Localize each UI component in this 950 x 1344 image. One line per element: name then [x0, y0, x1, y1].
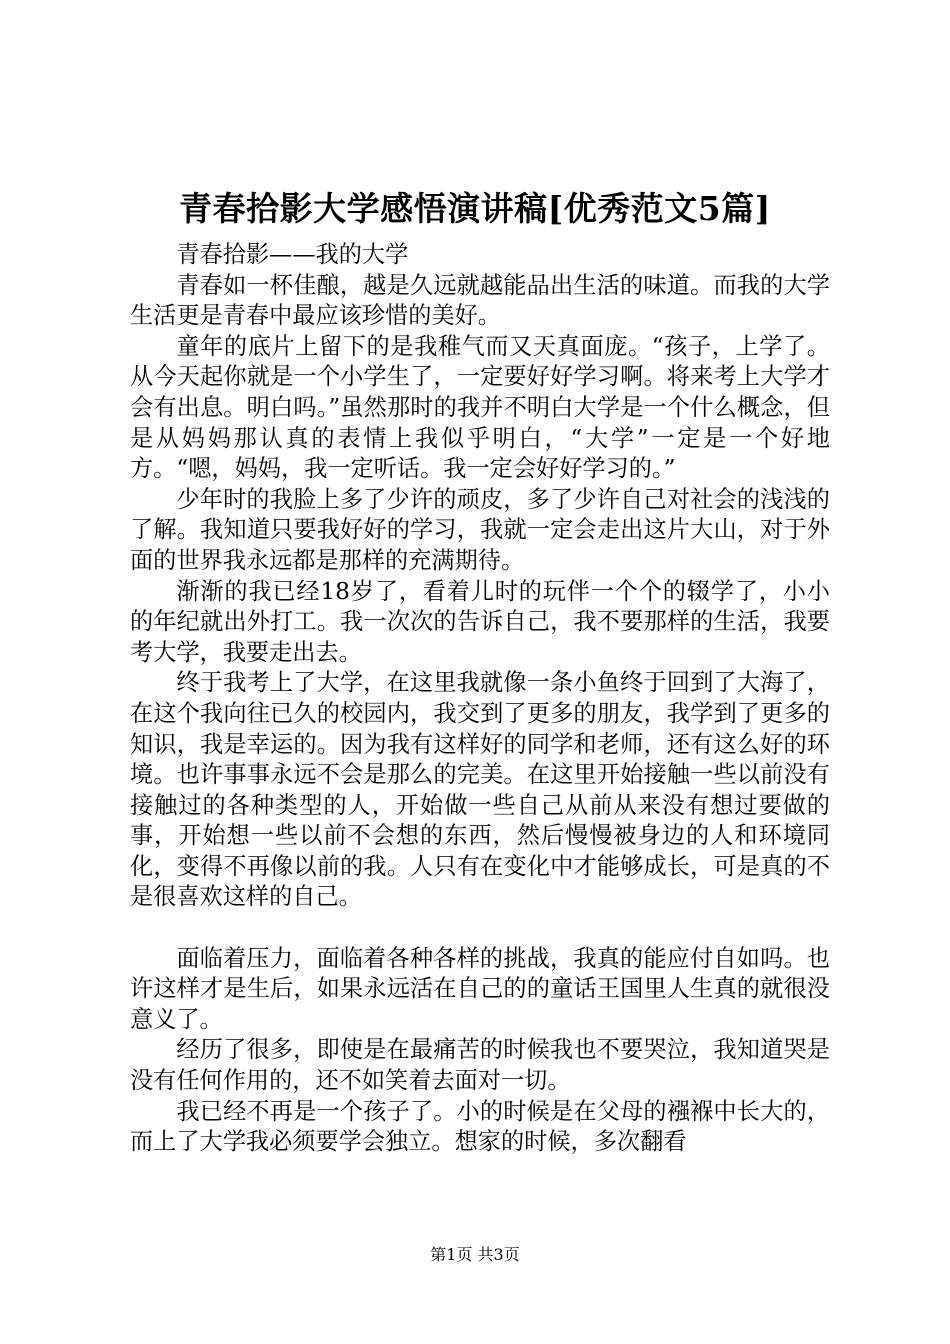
- document-title: 青春拾影大学感悟演讲稿[优秀范文5篇]: [179, 189, 771, 228]
- paragraph: 经历了很多，即使是在最痛苦的时候我也不要哭泣，我知道哭是没有任何作用的，还不如笑着去面对一切。: [130, 1036, 830, 1095]
- page-footer: 第1页 共3页: [430, 1245, 520, 1264]
- paragraph: 少年时的我脸上多了少许的顽皮，多了少许自己对社会的浅浅的了解。我知道只要我好好的学习，我就一定会走出这片大山，对于外面的世界我永远都是那样的充满期待。: [130, 485, 830, 574]
- paragraph-subtitle: 青春拾影——我的大学: [176, 241, 409, 268]
- paragraph: 童年的底片上留下的是我稚气而又天真面庞。“孩子，上学了。从今天起你就是一个小学生了，一定要好好学习啊。将来考上大学才会有出息。明白吗。”虽然那时的我并不明白大学是一个什么概念，但是从妈妈那认真的表情上我似乎明白，“大学”一定是一个好地方。“嗯，妈妈，我一定听话。我一定会好好学习的。”: [130, 332, 830, 483]
- paragraph: 终于我考上了大学，在这里我就像一条小鱼终于回到了大海了，在这个我向往已久的校园内，我交到了更多的朋友，我学到了更多的知识，我是幸运的。因为我有这样好的同学和老师，还有这么好的环境。也许事事永远不会是那么的完美。在这里开始接触一些以前没有接触过的各种类型的人，开始做一些自己从前从来没有想过要做的事，开始想一些以前不会想的东西，然后慢慢被身边的人和环境同化，变得不再像以前的我。人只有在变化中才能够成长，可是真的不是很喜欢这样的自己。: [130, 669, 830, 911]
- paragraph: 我已经不再是一个孩子了。小的时候是在父母的襁褓中长大的，而上了大学我必须要学会独立。想家的时候，多次翻看: [130, 1097, 830, 1156]
- paragraph: 青春如一杯佳酿，越是久远就越能品出生活的味道。而我的大学生活更是青春中最应该珍惜的美好。: [130, 271, 830, 330]
- paragraph: 渐渐的我已经18岁了，看着儿时的玩伴一个个的辍学了，小小的年纪就出外打工。我一次次的告诉自己，我不要那样的生活，我要考大学，我要走出去。: [130, 577, 830, 666]
- paragraph: 面临着压力，面临着各种各样的挑战，我真的能应付自如吗。也许这样才是生后，如果永远活在自己的的童话王国里人生真的就很没意义了。: [130, 944, 830, 1033]
- document-body: [130, 240, 830, 1158]
